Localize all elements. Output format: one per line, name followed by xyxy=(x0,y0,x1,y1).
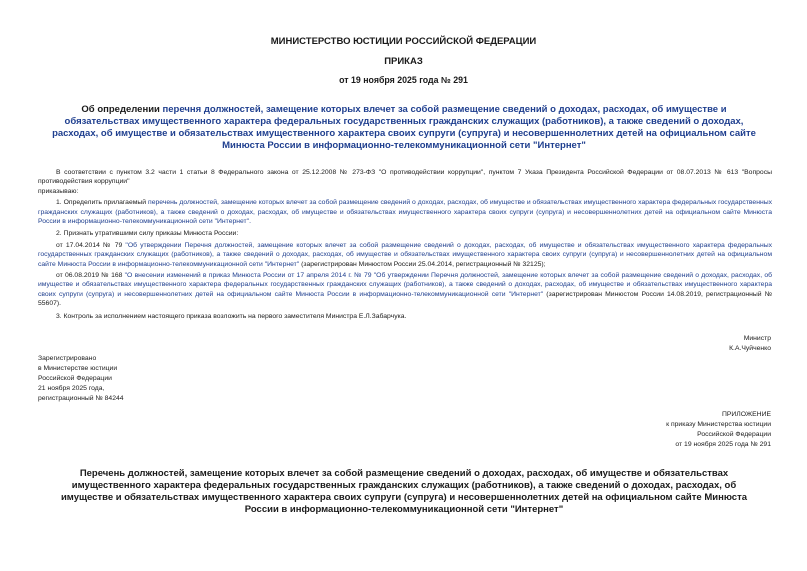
registration-line-4: 21 ноября 2025 года, xyxy=(38,385,105,392)
signature-name: К.А.Чуйченко xyxy=(729,345,771,352)
appendix-line-2: Российской Федерации xyxy=(697,431,771,438)
registration-line-3: Российской Федерации xyxy=(38,375,112,382)
item-1 xyxy=(38,198,772,226)
order-title-prefix: Об определении xyxy=(81,104,163,115)
registration-line-5: регистрационный № 84244 xyxy=(38,395,124,402)
item-3: 3. Контроль за исполнением настоящего приказа возложить на первого заместителя Министра Е.Л.Забарчука. xyxy=(56,312,407,320)
item-2b-suffix: (зарегистрирован Минюстом России 14.08.2019, регистрационный № 55607). xyxy=(38,290,772,308)
item-1-link[interactable]: перечень должностей, замещение которых влечет за собой размещение сведений о доходах, расходах, об имуществе и обязательствах имущественного характера федеральных государственных гражданских служащих (работников), а также сведений о доходах, расходах, об имуществе и обязательствах имущественного характера своих супруги (супруга) и несовершеннолетних детей на официальном сайте Минюста России в информационно-телекоммуникационной сети "Интернет". xyxy=(38,199,772,226)
order-body xyxy=(38,168,772,321)
item-2: 2. Признать утратившими силу приказы Минюста России: xyxy=(56,230,239,238)
item-2a-link[interactable]: "Об утверждении Перечня должностей, замещение которых влечет за собой размещение сведений о доходах, расходах, об имуществе и обязательствах имущественного характера федеральных государственных гражданских служащих (работников), а также сведений о доходах, расходах, об имуществе и обязательствах имущественного характера своих супруги (супруга) и несовершеннолетних детей на официальном сайте Минюста России в информационно-телекоммуникационной сети "Интернет" xyxy=(38,241,773,268)
item-2b xyxy=(38,271,772,309)
item-2b-link[interactable]: "О внесении изменений в приказ Минюста России от 17 апреля 2014 г. № 79 "Об утверждении Перечня должностей, замещение которых влечет за собой размещение сведений о доходах, расходах, об имуществе и обязательствах имущественного характера федеральных государственных гражданских служащих (работников), а также сведений о доходах, расходах, об имуществе и обязательствах имущественного характера своих супруги (супруга) и несовершеннолетних детей на официальном сайте Минюста России в информационно-телекоммуникационной сети "Интернет" xyxy=(38,272,772,298)
order-title-link[interactable]: перечня должностей, замещение которых влечет за собой размещение сведений о доходах, расходах, об имуществе и обязательствах имущественного характера федеральных государственных гражданских служащих (работников), а также сведений о доходах, расходах, об имуществе и обязательствах имущественного характера своих супруги (супруга) и несовершеннолетних детей на официальном сайте Минюста России в информационно-телекоммуникационной сети "Интернет" xyxy=(52,104,756,151)
signature-block xyxy=(729,334,771,354)
registration-line-1: Зарегистрировано xyxy=(38,355,97,362)
document-date-number: от 19 ноября 2025 года № 291 xyxy=(339,75,468,85)
document-type: ПРИКАЗ xyxy=(384,56,423,67)
signature-position: Министр xyxy=(743,335,771,342)
registration-block xyxy=(38,354,124,404)
appendix-line-1: к приказу Министерства юстиции xyxy=(666,421,771,428)
preamble: В соответствии с пунктом 3.2 части 1 статьи 8 Федерального закона от 25.12.2008 № 273-ФЗ "О противодействии коррупции", пунктом 7 Указа Президента Российской Федерации от 08.07.2013 № 613 "Вопросы противодействия коррупции" xyxy=(38,169,772,186)
order-title xyxy=(50,104,758,152)
item-2a-suffix: (зарегистрирован Минюстом России 25.04.2014, регистрационный № 32125); xyxy=(299,260,546,268)
item-2b-prefix: от 06.08.2019 № 168 xyxy=(56,272,125,280)
list-title: Перечень должностей, замещение которых влечет за собой размещение сведений о доходах, расходах, об имуществе и обязательствах имущественного характера федеральных государственных гражданских служащих (работников), а также сведений о доходах, расходах, об имуществе и обязательствах имущественного характера своих супруги (супруга) и несовершеннолетних детей на официальном сайте Минюста России в информационно-телекоммуникационной сети "Интернет" xyxy=(60,468,748,515)
appendix-block xyxy=(666,410,771,450)
item-2a xyxy=(38,241,772,269)
appendix-line-3: от 19 ноября 2025 года № 291 xyxy=(675,441,771,448)
item-2a-prefix: от 17.04.2014 № 79 xyxy=(56,241,126,249)
appendix-label: ПРИЛОЖЕНИЕ xyxy=(721,411,771,418)
order-word: приказываю: xyxy=(38,187,79,195)
item-1-prefix: 1. Определить прилагаемый xyxy=(56,199,149,207)
ministry-heading: МИНИСТЕРСТВО ЮСТИЦИИ РОССИЙСКОЙ ФЕДЕРАЦИИ xyxy=(270,36,537,47)
registration-line-2: в Министерстве юстиции xyxy=(38,365,118,372)
